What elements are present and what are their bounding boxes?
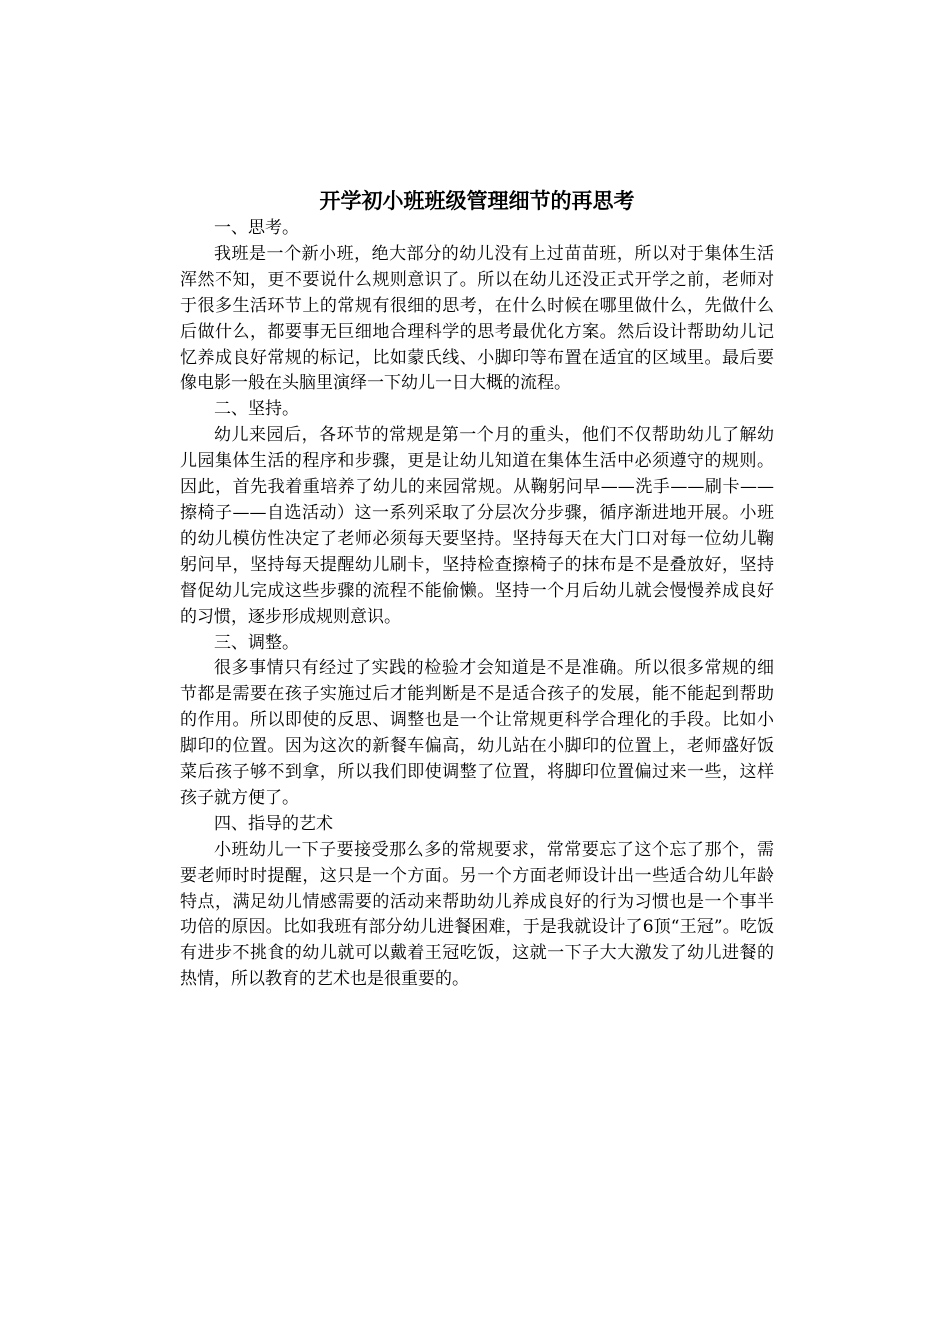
section-heading-2: 二、坚持。 [214, 399, 299, 420]
section-body-1: 我班是一个新小班，绝大部分的幼儿没有上过苗苗班，所以对于集体生活浑然不知，更不要说什么规则意识了。所以在幼儿还没正式开学之前，老师对于很多生活环节上的常规有很细的思考，在什么时候在哪里做什么，先做什么后做什么，都要事无巨细地合理科学的思考最优化方案。然后设计帮助幼儿记忆养成良好常规的标记，比如蒙氏线、小脚印等布置在适宜的区域里。最后要像电影一般在头脑里演绎一下幼儿一日大概的流程。 [180, 243, 774, 394]
document-title: 开学初小班班级管理细节的再思考 [319, 188, 635, 213]
section-heading-3: 三、调整。 [214, 632, 299, 653]
section-body-2: 幼儿来园后，各环节的常规是第一个月的重头，他们不仅帮助幼儿了解幼儿园集体生活的程序和步骤，更是让幼儿知道在集体生活中必须遵守的规则。因此，首先我着重培养了幼儿的来园常规。从鞠躬问早——洗手——刷卡——擦椅子——自选活动）这一系列采取了分层次分步骤，循序渐进地开展。小班的幼儿模仿性决定了老师必须每天要坚持。坚持每天在大门口对每一位幼儿鞠躬问早，坚持每天提醒幼儿刷卡，坚持检查擦椅子的抹布是不是叠放好，坚持督促幼儿完成这些步骤的流程不能偷懒。坚持一个月后幼儿就会慢慢养成良好的习惯，逐步形成规则意识。 [180, 425, 774, 627]
section-heading-1: 一、思考。 [214, 218, 299, 238]
section-body-4: 小班幼儿一下子要接受那么多的常规要求，常常要忘了这个忘了那个，需要老师时时提醒，这只是一个方面。另一个方面老师设计出一些适合幼儿年龄特点，满足幼儿情感需要的活动来帮助幼儿养成良好的行为习惯也是一个事半功倍的原因。比如我班有部分幼儿进餐困难，于是我就设计了6顶“王冠”。吃饭有进步不挑食的幼儿就可以戴着王冠吃饭，这就一下子大大激发了幼儿进餐的热情，所以教育的艺术也是很重要的。 [180, 839, 774, 990]
section-body-3: 很多事情只有经过了实践的检验才会知道是不是准确。所以很多常规的细节都是需要在孩子实施过后才能判断是不是适合孩子的发展，能不能起到帮助的作用。所以即使的反思、调整也是一个让常规更科学合理化的手段。比如小脚印的位置。因为这次的新餐车偏高，幼儿站在小脚印的位置上，老师盛好饭菜后孩子够不到拿，所以我们即使调整了位置，将脚印位置偏过来一些，这样孩子就方便了。 [180, 658, 774, 808]
document-page [180, 186, 774, 993]
section-heading-4: 四、指导的艺术 [214, 813, 333, 834]
